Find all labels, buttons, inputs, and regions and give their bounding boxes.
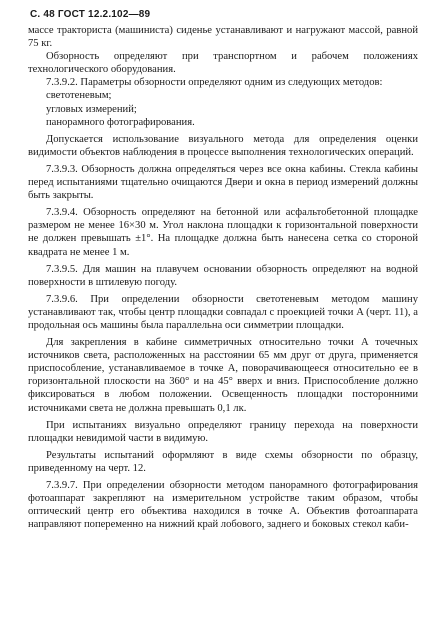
paragraph-continuation: массе тракториста (машиниста) сиденье устанавливают и нагружают массой, равной 75 кг.	[28, 25, 418, 50]
running-head: С. 48 ГОСТ 12.2.102—89	[30, 9, 151, 20]
paragraph-7-3-9-5: 7.3.9.5. Для машин на плавучем основании обзорность определяют на водной поверхности в штилевую погоду.	[28, 263, 418, 288]
list-item-angular: угловых измерений;	[46, 103, 137, 115]
paragraph-visual-boundary: При испытаниях визуально определяют границу перехода на поверхности площадки невидимой части в видимую.	[28, 419, 418, 444]
paragraph-7-3-9-4: 7.3.9.4. Обзорность определяют на бетонной или асфальтобетонной площадке размером не менее 16×30 м. Угол наклона площадки к горизонтальной поверхности не должен превышать ±1°. На площадке должна быть нанесена сетка со стороной квадрата не менее 1 м.	[28, 207, 418, 258]
paragraph-light-sources: Для закрепления в кабине симметричных относительно точки A точечных источников света, расположенных на расстоянии 65 мм друг от друга, применяется приспособление, устанавливаемое в точке A, поворачивающееся относительно ее в горизонтальной плоскости на 360° и на 45° вверх и вниз. Приспособление должно фиксироваться в любом положении. Освещенность площадки посторонними источниками света не должна превышать 0,1 лк.	[28, 337, 418, 414]
list-item-panoramic: панорамного фотографирования.	[46, 116, 195, 128]
paragraph-7-3-9-3: 7.3.9.3. Обзорность должна определяться через все окна кабины. Стекла кабины перед испытаниями тщательно очищаются Двери и окна в период измерений должны быть закрыты.	[28, 163, 418, 202]
list-item-shadow: светотеневым;	[46, 90, 112, 102]
paragraph-7-3-9-7: 7.3.9.7. При определении обзорности методом панорамного фотографирования фотоаппарат закрепляют на измерительном устройстве таким образом, чтобы оптический центр его объектива находился в точке A. Объектив фотоаппарата направляют попеременно на нижний край лобового, заднего и боковых стекол каби-	[28, 480, 418, 531]
paragraph-positions: Обзорность определяют при транспортном и рабочем положениях технологического оборудования.	[28, 51, 418, 76]
paragraph-7-3-9-6: 7.3.9.6. При определении обзорности светотеневым методом машину устанавливают так, чтобы центр площадки совпадал с проекцией точки A (черт. 11), а продольная ось машины была параллельна оси симметрии площадки.	[28, 293, 418, 331]
paragraph-visual-method: Допускается использование визуального метода для определения оценки видимости объектов наблюдения в процессе выполнения технологических операций.	[28, 133, 418, 158]
paragraph-results: Результаты испытаний оформляют в виде схемы обзорности по образцу, приведенному на черт. 12.	[28, 449, 418, 474]
document-page	[28, 8, 418, 531]
paragraph-7-3-9-2: 7.3.9.2. Параметры обзорности определяют одним из следующих методов:	[46, 77, 383, 89]
